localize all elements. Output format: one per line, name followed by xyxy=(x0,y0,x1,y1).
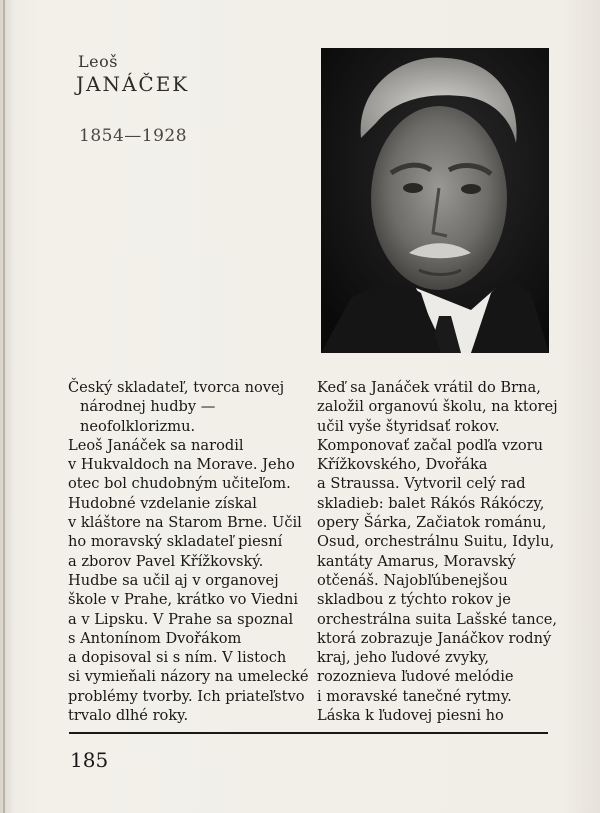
gutter-line xyxy=(3,0,5,813)
text-line: kantáty Amarus, Moravský xyxy=(317,552,516,570)
text-line: učil vyše štyridsať rokov. xyxy=(317,417,500,435)
text-line: Láska k ľudovej piesni ho xyxy=(317,707,504,725)
text-line: orchestrálna suita Lašské tance, xyxy=(317,610,558,628)
text-line: založil organovú školu, na ktorej xyxy=(317,398,558,416)
composer-first-name: Leoš xyxy=(78,52,118,71)
text-line: neofolklorizmu. xyxy=(80,417,196,435)
text-line: otec bol chudobným učiteľom. xyxy=(68,475,291,493)
text-line: otčenáš. Najobľúbenejšou xyxy=(317,571,508,589)
text-line: a dopisoval si s ním. V listoch xyxy=(68,649,287,667)
text-line: Leoš Janáček sa narodil xyxy=(68,436,244,454)
text-line: trvalo dlhé roky. xyxy=(68,707,189,725)
text-line: Komponovať začal podľa vzoru xyxy=(317,436,544,454)
portrait-photo-icon xyxy=(321,48,549,353)
text-line: Hudobné vzdelanie získal xyxy=(68,494,257,512)
text-line: problémy tvorby. Ich priateľstvo xyxy=(68,687,305,705)
composer-life-years: 1854—1928 xyxy=(79,126,188,146)
text-line: ho moravský skladateľ piesní xyxy=(68,533,283,551)
text-line: s Antonínom Dvořákom xyxy=(68,629,242,647)
page-number: 185 xyxy=(70,748,109,772)
text-line: si vymieňali názory na umelecké xyxy=(68,668,309,686)
text-line: národnej hudby — xyxy=(80,398,216,416)
text-line: Křížkovského, Dvořáka xyxy=(317,456,488,474)
footer-rule xyxy=(69,732,548,734)
text-line: Osud, orchestrálnu Suitu, Idylu, xyxy=(317,533,555,551)
text-line: i moravské tanečné rytmy. xyxy=(317,687,512,705)
text-line: Český skladateľ, tvorca novej xyxy=(68,379,285,396)
composer-portrait xyxy=(321,48,549,353)
text-line: skladbou z týchto rokov je xyxy=(317,591,511,609)
biography-column-left xyxy=(68,378,309,725)
text-line: skladieb: balet Rákós Rákóczy, xyxy=(317,494,545,512)
text-line: Hudbe sa učil aj v organovej xyxy=(68,571,279,589)
text-line: a v Lipsku. V Prahe sa spoznal xyxy=(68,610,294,628)
text-line: v Hukvaldoch na Morave. Jeho xyxy=(68,456,295,474)
text-line: opery Šárka, Začiatok románu, xyxy=(317,514,547,532)
text-line: Keď sa Janáček vrátil do Brna, xyxy=(317,379,541,396)
text-line: škole v Prahe, krátko vo Viedni xyxy=(68,591,299,609)
text-line: kraj, jeho ľudové zvyky, xyxy=(317,649,489,667)
text-line: a Straussa. Vytvoril celý rad xyxy=(317,475,526,493)
text-line: rozoznieva ľudové melódie xyxy=(317,668,514,686)
text-line: v kláštore na Starom Brne. Učil xyxy=(68,514,302,532)
text-line: ktorá zobrazuje Janáčkov rodný xyxy=(317,629,552,647)
biography-column-right xyxy=(317,378,558,725)
text-line: a zborov Pavel Křížkovský. xyxy=(68,552,264,570)
composer-last-name: JANÁČEK xyxy=(76,72,190,96)
